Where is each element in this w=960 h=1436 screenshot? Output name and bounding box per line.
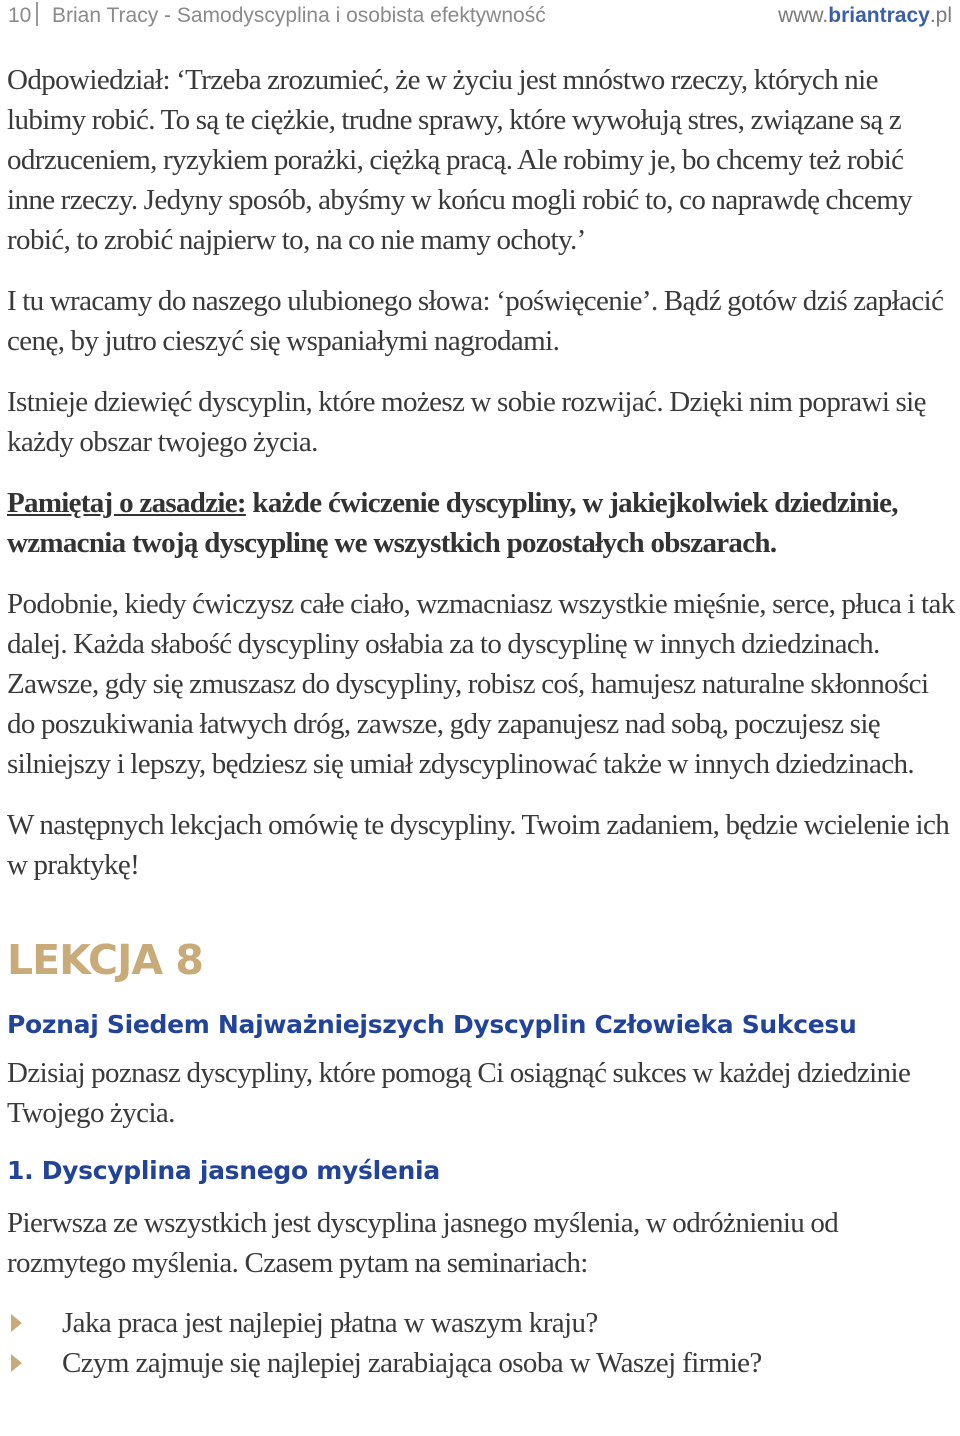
- site-suffix: .pl: [929, 4, 952, 27]
- page-header: [0, 0, 960, 36]
- section-1-title: 1. Dyscyplina jasnego myślenia: [7, 1156, 440, 1185]
- list-item: [7, 1343, 955, 1383]
- principle-text: każde ćwiczenie dyscypliny, w jakiejkolwiek dziedzinie, wzmacnia twoją dyscyplinę we wszystkich pozostałych obszarach.: [7, 487, 898, 559]
- book-title: Brian Tracy - Samodyscyplina i osobista efektywność: [52, 4, 546, 27]
- paragraph-5: W następnych lekcjach omówię te dyscypliny. Twoim zadaniem, będzie wcielenie ich w praktykę!: [7, 809, 950, 881]
- website-link[interactable]: [778, 4, 952, 28]
- paragraph-4: Podobnie, kiedy ćwiczysz całe ciało, wzmacniasz wszystkie mięśnie, serce, płuca i tak dalej. Każda słabość dyscypliny osłabia za to dyscyplinę w innych dziedzinach. Zawsze, gdy się zmuszasz do dyscypliny, robisz coś, hamujesz naturalne skłonności do poszukiwania łatwych dróg, zawsze, gdy zapanujesz nad sobą, poczujesz się silniejszy i lepszy, będziesz się umiał zdyscyplinować także w innych dziedzinach.: [7, 588, 955, 780]
- header-divider: [36, 2, 38, 26]
- site-prefix: www.: [778, 4, 829, 27]
- list-item-text: Czym zajmuje się najlepiej zarabiająca osoba w Waszej firmie?: [62, 1347, 762, 1379]
- list-item-text: Jaka praca jest najlepiej płatna w waszym kraju?: [62, 1307, 598, 1339]
- site-brand: briantracy: [828, 4, 930, 27]
- section-1-text: Pierwsza ze wszystkich jest dyscyplina jasnego myślenia, w odróżnieniu od rozmytego myślenia. Czasem pytam na seminariach:: [7, 1207, 839, 1279]
- triangle-bullet-icon: [11, 1314, 22, 1332]
- triangle-bullet-icon: [11, 1354, 22, 1372]
- paragraph-2: I tu wracamy do naszego ulubionego słowa: ‘poświęcenie’. Bądź gotów dziś zapłacić cenę, by jutro cieszyć się wspaniałymi nagrodami.: [7, 285, 944, 357]
- question-list: [7, 1303, 955, 1383]
- paragraph-3: Istnieje dziewięć dyscyplin, które możesz w sobie rozwijać. Dzięki nim poprawi się każdy obszar twojego życia.: [7, 386, 926, 458]
- main-content: [7, 60, 955, 1383]
- paragraph-1: Odpowiedział: ‘Trzeba zrozumieć, że w życiu jest mnóstwo rzeczy, których nie lubimy robić. To są te ciężkie, trudne sprawy, które wywołują stres, związane są z odrzuceniem, ryzykiem porażki, ciężką pracą. Ale robimy je, bo chcemy też robić inne rzeczy. Jedyny sposób, abyśmy w końcu mogli robić to, co naprawdę chcemy robić, to zrobić najpierw to, na co nie mamy ochoty.’: [7, 64, 913, 256]
- list-item: [7, 1303, 955, 1343]
- principle-label: Pamiętaj o zasadzie:: [7, 487, 246, 519]
- lesson-subtitle: Poznaj Siedem Najważniejszych Dyscyplin Człowieka Sukcesu: [7, 1010, 857, 1039]
- lesson-intro: Dzisiaj poznasz dyscypliny, które pomogą Ci osiągnąć sukces w każdej dziedzinie Twojego życia.: [7, 1057, 911, 1129]
- page-number: 10: [8, 4, 32, 27]
- principle-statement: [7, 483, 955, 563]
- lesson-heading: LEKCJA 8: [7, 936, 203, 984]
